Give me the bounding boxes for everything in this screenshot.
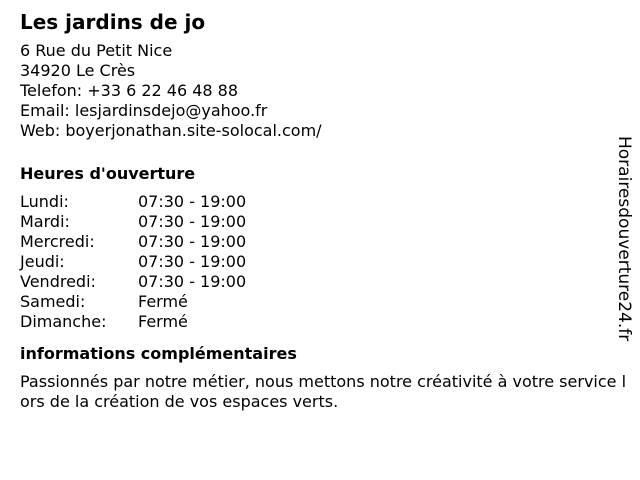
day-hours: 07:30 - 19:00 — [138, 232, 247, 251]
hours-row-saturday — [20, 292, 632, 312]
day-hours: 07:30 - 19:00 — [138, 192, 247, 211]
web-line[interactable]: Web: boyerjonathan.site-solocal.com/ — [20, 121, 322, 140]
phone-line[interactable]: Telefon: +33 6 22 46 48 88 — [20, 81, 239, 100]
day-hours: Fermé — [138, 292, 188, 311]
day-label: Mardi: — [20, 212, 70, 231]
info-description: Passionnés par notre métier, nous mettons notre créativité à votre service lors de la création de vos espaces verts. — [20, 372, 627, 411]
contact-block — [20, 41, 632, 141]
day-hours: 07:30 - 19:00 — [138, 212, 247, 231]
hours-row-thursday — [20, 252, 632, 272]
day-hours: 07:30 - 19:00 — [138, 252, 247, 271]
day-label: Lundi: — [20, 192, 69, 211]
business-name: Les jardins de jo — [20, 10, 206, 34]
hours-heading: Heures d'ouverture — [20, 164, 196, 183]
info-heading: informations complémentaires — [20, 344, 297, 363]
day-label: Mercredi: — [20, 232, 95, 251]
brand-watermark: Horairesdouverture24.fr — [614, 136, 634, 342]
day-label: Jeudi: — [20, 252, 65, 271]
day-label: Samedi: — [20, 292, 86, 311]
day-hours: 07:30 - 19:00 — [138, 272, 247, 291]
email-line[interactable]: Email: lesjardinsdejo@yahoo.fr — [20, 101, 268, 120]
hours-row-monday — [20, 192, 632, 212]
hours-row-friday — [20, 272, 632, 292]
hours-row-wednesday — [20, 232, 632, 252]
hours-row-tuesday — [20, 212, 632, 232]
address-street: 6 Rue du Petit Nice — [20, 41, 173, 60]
address-city: 34920 Le Crès — [20, 61, 136, 80]
day-label: Vendredi: — [20, 272, 96, 291]
hours-table — [20, 192, 632, 332]
day-hours: Fermé — [138, 312, 188, 331]
business-card — [20, 0, 632, 412]
day-label: Dimanche: — [20, 312, 107, 331]
hours-row-sunday — [20, 312, 632, 332]
